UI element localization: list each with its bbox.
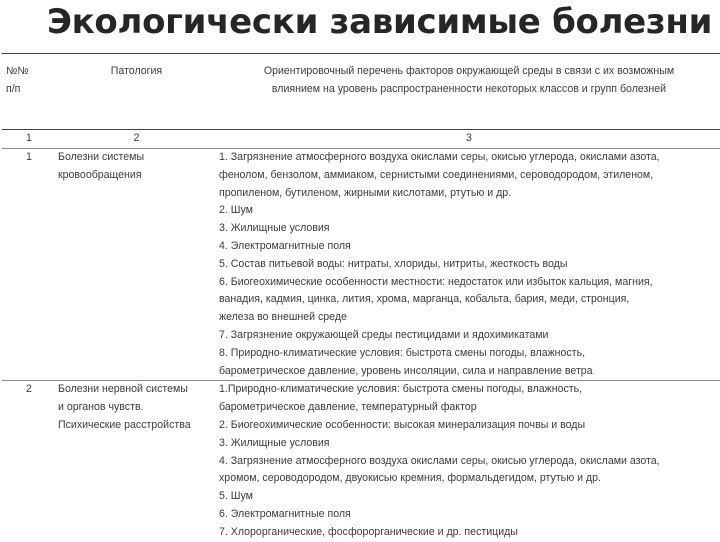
factor-line: 3. Жилищные условия (219, 222, 330, 235)
factor-line: пропиленом, бутиленом, жирными кислотами, ртутью и др. (219, 186, 512, 199)
table-row (2, 149, 720, 381)
factor-line: 3. Жилищные условия (219, 436, 330, 449)
factors-cell (217, 381, 720, 542)
row-number: 1 (2, 149, 56, 381)
header-factors-line1: Ориентировочный перечень факторов окружающей среды в связи с их возможным (263, 65, 675, 77)
pathology-cell (56, 149, 217, 381)
table-row (2, 381, 720, 542)
factor-line: хромом, сероводородом, двуокисью кремния, формальдегидом, ртутью и др. (219, 472, 601, 485)
pathology-line: и органов чувств. (58, 401, 144, 414)
header-number (2, 54, 56, 130)
factors-cell (217, 149, 720, 381)
pathology-line: Психические расстройства (58, 418, 191, 431)
factor-line: ванадия, кадмия, цинка, лития, хрома, марганца, кобальта, бария, меди, стронция, (219, 293, 630, 306)
header-factors-line2: влиянием на уровень распространенности некоторых классов и групп болезней (271, 82, 667, 95)
factor-line: 4. Загрязнение атмосферного воздуха окислами серы, окисью углерода, окислами азота, (219, 454, 660, 467)
factor-line: 6. Биогеохимические особенности местности: недостаток или избыток кальция, магния, (219, 275, 653, 288)
pathology-line: Болезни нервной системы (58, 383, 188, 396)
slide-title: Экологически зависимые болезни (47, 2, 713, 42)
factor-line: 5. Состав питьевой воды: нитраты, хлориды, нитриты, жесткость воды (219, 257, 568, 270)
column-number: 3 (217, 130, 720, 149)
factor-line: 8. Природно-климатические условия: быстрота смены погоды, влажность, (219, 346, 586, 359)
factor-line: 5. Шум (219, 490, 253, 503)
factor-line: барометрическое давление, уровень инсоляции, сила и направление ветра (219, 364, 593, 377)
factor-line: 2. Шум (219, 204, 253, 217)
header-pathology (56, 54, 217, 130)
table-header-row (2, 54, 720, 130)
factor-line: 2. Биогеохимические особенности: высокая минерализация почвы и воды (219, 418, 586, 431)
factor-line: 6. Электромагнитные поля (219, 507, 351, 520)
pathology-line: Болезни системы (58, 151, 145, 163)
header-pathology-label: Патология (110, 65, 163, 77)
factor-line: 4. Электромагнитные поля (219, 239, 351, 252)
header-number-line2: п/п (6, 82, 21, 95)
factor-line: 1.Природно-климатические условия: быстрота смены погоды, влажность, (219, 383, 583, 396)
pathology-cell (56, 381, 217, 542)
column-number: 2 (56, 130, 217, 149)
disease-factors-table (2, 53, 720, 542)
factor-line: 7. Загрязнение окружающей среды пестицидами и ядохимикатами (219, 328, 549, 341)
column-number: 1 (2, 130, 56, 149)
header-number-line1: №№ (6, 65, 29, 77)
factor-line: 1. Загрязнение атмосферного воздуха окислами серы, окисью углерода, окислами азота, (219, 151, 660, 163)
factor-line: барометрическое давление, температурный фактор (219, 401, 477, 414)
factor-line: 7. Хлорорганические, фосфорорганические и др. пестициды (219, 525, 518, 538)
row-number: 2 (2, 381, 56, 542)
factor-line: фенолом, бензолом, аммиаком, сернистыми соединениями, сероводородом, этиленом, (219, 168, 654, 181)
factor-line: железа во внешней среде (219, 311, 347, 324)
column-numbering-row (2, 130, 720, 149)
pathology-line: кровообращения (58, 168, 142, 181)
header-factors (217, 54, 720, 130)
